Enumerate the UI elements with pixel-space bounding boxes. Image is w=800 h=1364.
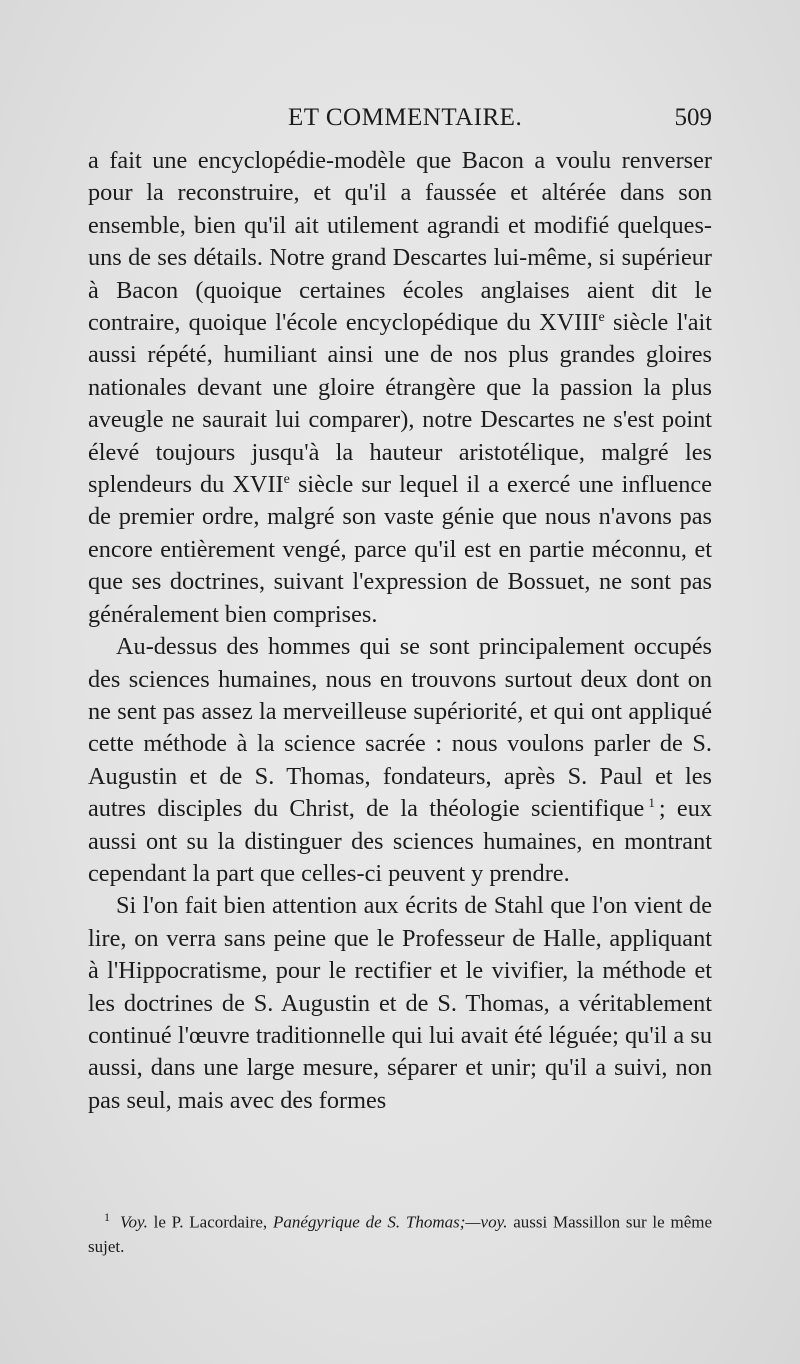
footnote-text-1: le P. Lacordaire, — [147, 1212, 273, 1232]
footnote-voy: Voy. — [120, 1212, 148, 1232]
century-superscript: e — [283, 471, 290, 487]
footnote-reference: 1 — [648, 795, 655, 811]
paragraph-1-part-c: siècle sur lequel il a exercé une influence de premier ordre, malgré son vaste génie que nous n'avons pas encore entièrement vengé, parce qu'il est en partie méconnu, et que ses doctrines, suivant l'expression de Bossuet, ne sont pas généralement bien comprises. — [88, 471, 712, 628]
paragraph-2-part-a: Au-dessus des hommes qui se sont principalement occupés des sciences humaines, nous en trouvons surtout deux dont on ne sent pas assez la merveilleuse supériorité, et qui ont appliqué cette méthode à la science sacrée : nous voulons parler de S. Augustin et de S. Thomas, fondateurs, après S. Paul et les autres disciples du Christ, de la théologie scientifique — [88, 633, 712, 823]
footnote — [88, 1205, 712, 1259]
century-superscript: e — [598, 309, 605, 325]
page-number: 509 — [674, 104, 712, 131]
page-header — [88, 100, 712, 136]
main-text — [88, 145, 712, 1117]
paragraph-2-part-b: ; eux aussi ont su la distinguer des sciences humaines, en montrant cependant la part que celles-ci peuvent y prendre. — [88, 795, 713, 887]
footnote-mark: 1 — [104, 1210, 110, 1224]
paragraph-1-part-a: a fait une encyclopédie-modèle que Bacon a voulu renverser pour la reconstruire, et qu'il a faussée et altérée dans son ensemble, bien qu'il ait utilement agrandi et modifié quelques-uns de ses détails. Notre grand Descartes lui-même, si supérieur à Bacon (quoique certaines écoles anglaises aient dit le contraire, quoique l'école encyclopédique du XVIII — [88, 147, 712, 337]
footnote-work-title: Panégyrique de S. Thomas;—voy. — [272, 1212, 508, 1232]
running-head: ET COMMENTAIRE. — [288, 104, 523, 131]
paragraph-1 — [88, 145, 712, 631]
paragraph-2 — [88, 631, 712, 890]
paragraph-3: Si l'on fait bien attention aux écrits de Stahl que l'on vient de lire, on verra sans peine que le Professeur de Halle, appliquant à l'Hippocratisme, pour le rectifier et le vivifier, la méthode et les doctrines de S. Augustin et de S. Thomas, a véritablement continué l'œuvre traditionnelle qui lui avait été léguée; qu'il a su aussi, dans une large mesure, séparer et unir; qu'il a suivi, non pas seul, mais avec des formes — [88, 892, 712, 1114]
paragraph-1-part-b: siècle l'ait aussi répété, humiliant ainsi une de nos plus grandes gloires nationales devant une gloire étrangère que la passion la plus aveugle ne saurait lui comparer), notre Descartes ne s'est point élevé toujours jusqu'à la hauteur aristotélique, malgré les splendeurs du XVII — [88, 309, 713, 499]
footnote-text-2: aussi Massillon sur le même sujet. — [88, 1212, 713, 1256]
